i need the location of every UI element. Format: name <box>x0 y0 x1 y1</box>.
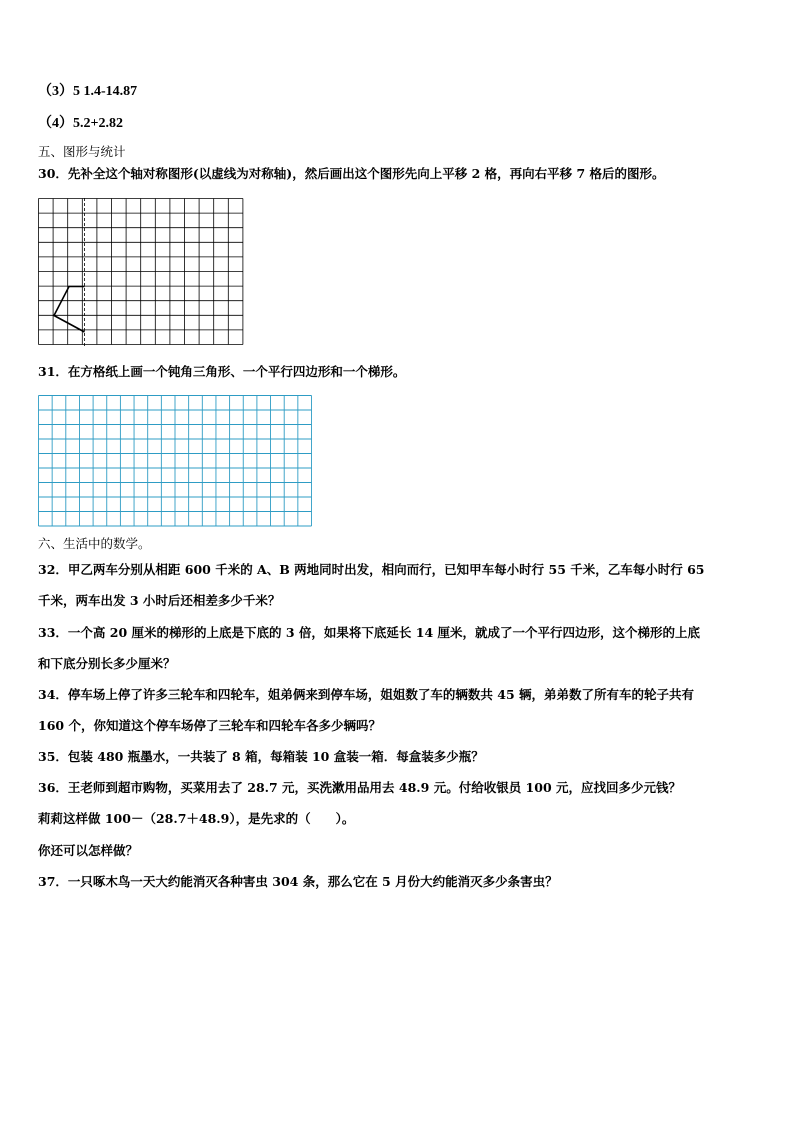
question-33-line2: 和下底分别长多少厘米？ <box>38 656 176 671</box>
half-figure <box>54 287 85 333</box>
calc-item-3: （3）5 1.4-14.87 <box>38 84 138 99</box>
section-heading-6: 六、生活中的数学。 <box>38 536 151 551</box>
question-37: 37．一只啄木鸟一天大约能消灭各种害虫 304 条，那么它在 5 月份大约能消灭多少条害虫？ <box>38 874 558 889</box>
question-33-line1: 33．一个高 20 厘米的梯形的上底是下底的 3 倍，如果将下底延长 14 厘米，就成了一个平行四边形，这个梯形的上底 <box>38 625 700 640</box>
section-heading-5: 五、图形与统计 <box>38 144 126 159</box>
calc-item-4: （4）5.2+2.82 <box>38 116 123 131</box>
question-34-line1: 34．停车场上停了许多三轮车和四轮车，姐弟俩来到停车场，姐姐数了车的辆数共 45 辆，弟弟数了所有车的轮子共有 <box>38 687 694 702</box>
question-32-line2: 千米，两车出发 3 小时后还相差多少千米？ <box>38 593 281 608</box>
question-31: 31．在方格纸上画一个钝角三角形、一个平行四边形和一个梯形。 <box>38 364 406 379</box>
question-36-line3: 你还可以怎样做？ <box>38 843 139 858</box>
question-34-line2: 160 个，你知道这个停车场停了三轮车和四轮车各多少辆吗？ <box>38 718 381 733</box>
question-30: 30．先补全这个轴对称图形(以虚线为对称轴)，然后画出这个图形先向上平移 2 格，再向右平移 7 格后的图形。 <box>38 166 665 181</box>
question-35: 35．包装 480 瓶墨水，一共装了 8 箱，每箱装 10 盒装一箱．每盒装多少瓶？ <box>38 749 484 764</box>
q30-grid <box>38 198 244 346</box>
q31-grid <box>38 395 314 527</box>
question-32-line1: 32．甲乙两车分别从相距 600 千米的 A、B 两地同时出发，相向而行，已知甲车每小时行 55 千米，乙车每小时行 65 <box>38 562 705 577</box>
question-36-line1: 36．王老师到超市购物，买菜用去了 28.7 元，买洗漱用品用去 48.9 元。付给收银员 100 元，应找回多少元钱？ <box>38 780 681 795</box>
question-36-line2: 莉莉这样做 100－（28.7＋48.9），是先求的（ ）。 <box>38 811 355 826</box>
